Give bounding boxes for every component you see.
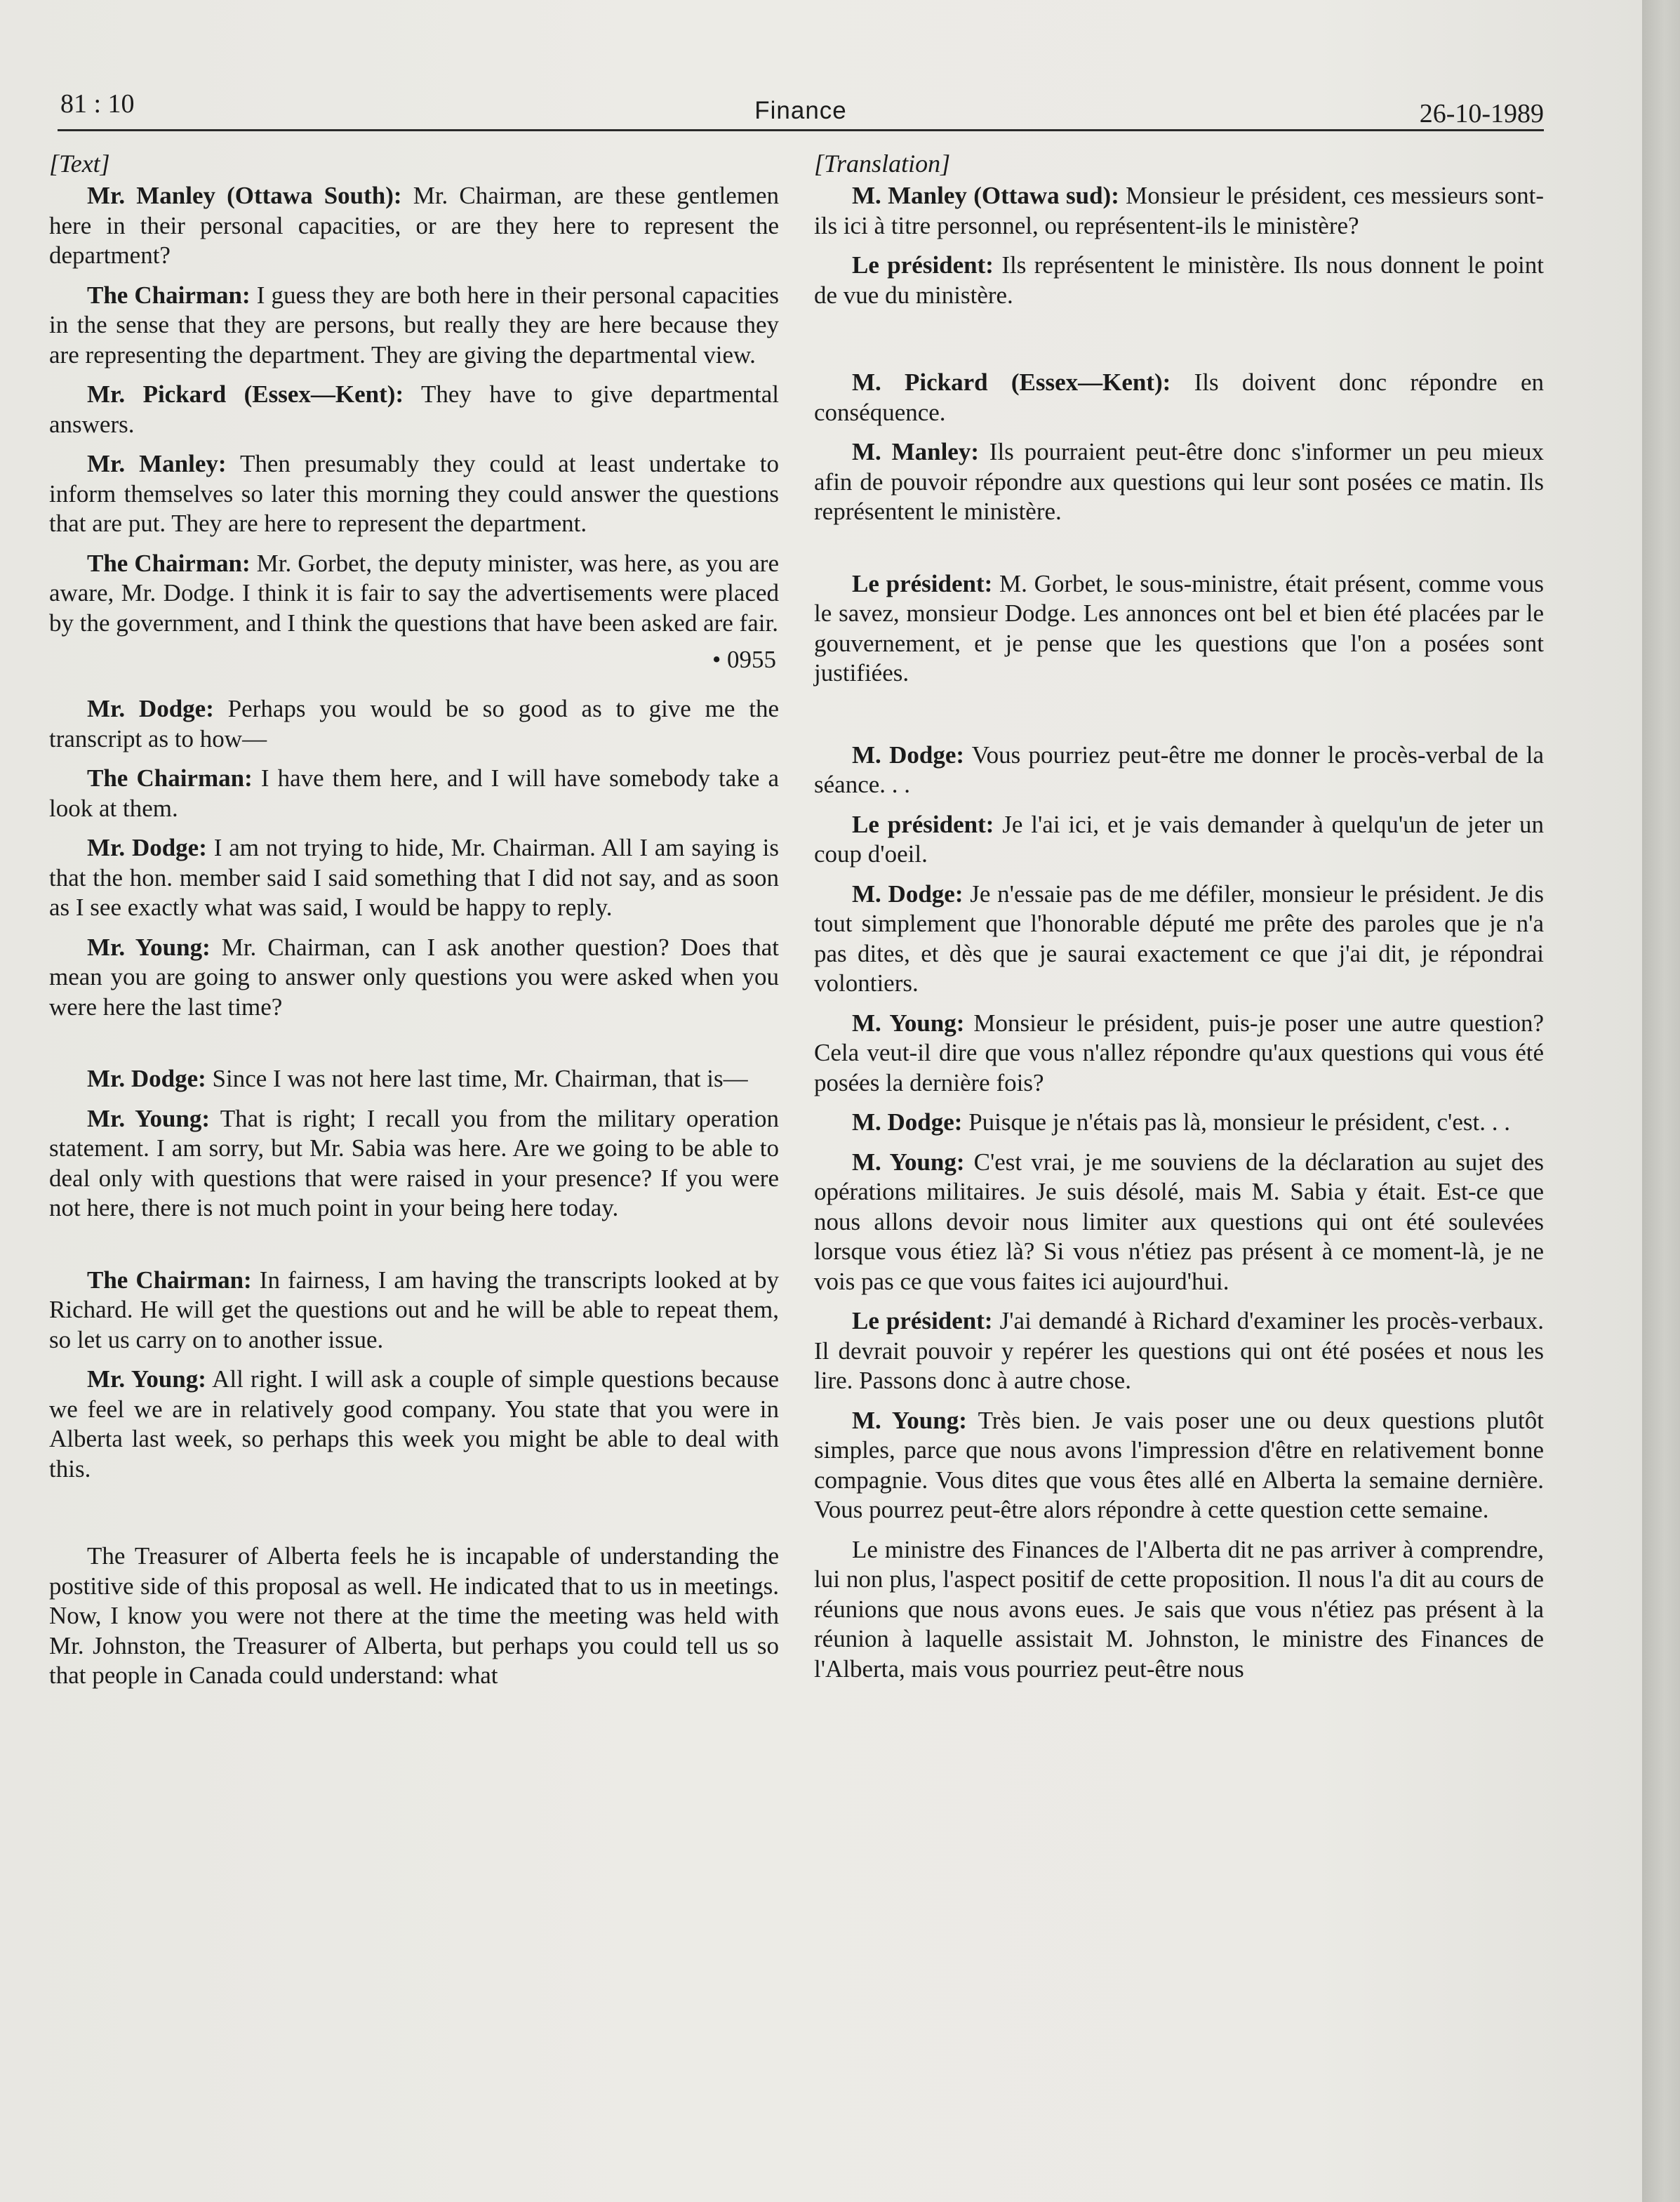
speaker-name: Mr. Young: <box>87 933 211 961</box>
french-column <box>814 149 1544 1684</box>
speaker-name: Mr. Dodge: <box>87 695 214 722</box>
speaker-name: M. Dodge: <box>852 741 965 769</box>
speech-text: I have them here, and I will have somebody take a look at them. <box>49 764 779 822</box>
speech-text: They have to give departmental answers. <box>49 380 779 438</box>
page-header <box>58 88 1544 128</box>
transcript-paragraph <box>814 1535 1544 1685</box>
speech-text: Ils représentent le ministère. Ils nous donnent le point de vue du ministère. <box>814 251 1544 309</box>
speaker-name: M. Young: <box>852 1148 965 1176</box>
speech-text: The Treasurer of Alberta feels he is incapable of understanding the postitive side of this proposal as well. He indicated that to us in meetings. Now, I know you were not there at the time the meeting was held with Mr. Johnston, the Treasurer of Alberta, but perhaps you could tell us so that people in Canada could understand: what <box>49 1542 779 1689</box>
transcript-paragraph <box>49 281 779 371</box>
speaker-name: M. Manley: <box>852 438 979 465</box>
speech-text: C'est vrai, je me souviens de la déclaration au sujet des opérations militaires. Je suis désolé, mais M. Sabia y était. Est-ce que nous allons devoir nous limiter aux questions qui ont été soulevées lorsque vous étiez là? Si vous n'étiez pas présent à ce moment-là, je ne vois pas ce que vous faites ici aujourd'hui. <box>814 1148 1545 1295</box>
page-number: 81 : 10 <box>60 89 135 119</box>
transcript-paragraph <box>49 181 779 271</box>
transcript-paragraph <box>49 833 779 923</box>
speech-text: In fairness, I am having the transcripts looked at by Richard. He will get the questions out and he will be able to repeat them, so let us carry on to another issue. <box>49 1266 779 1353</box>
transcript-paragraph <box>814 1009 1544 1099</box>
speaker-name: Le président: <box>852 810 994 838</box>
speech-text: Mr. Chairman, are these gentlemen here in their personal capacities, or are they here to represent the department? <box>49 182 779 269</box>
speech-text: M. Gorbet, le sous-ministre, était présent, comme vous le savez, monsieur Dodge. Les annonces ont bel et bien été placées par le gouvernement, et je pense que les questions que l'on a posées sont justifiées. <box>814 569 1544 687</box>
speech-text: Je n'essaie pas de me défiler, monsieur le président. Je dis tout simplement que l'honorable député me prête des paroles que je n'a pas dites, et dès que je saurai exactement ce que j'ai dit, je répondrai volontiers. <box>814 880 1545 997</box>
speech-text: J'ai demandé à Richard d'examiner les procès-verbaux. Il devrait pouvoir y repérer les questions qui ont été posées et nous les lire. Passons donc à autre chose. <box>814 1307 1544 1394</box>
transcript-paragraph <box>49 1104 779 1223</box>
speech-text: Vous pourriez peut-être me donner le procès-verbal de la séance. . . <box>814 741 1544 798</box>
speaker-name: M. Dodge: <box>852 880 964 908</box>
speaker-name: Mr. Young: <box>87 1104 211 1132</box>
transcript-paragraph <box>814 1306 1544 1396</box>
english-column <box>49 149 779 1691</box>
transcript-paragraph <box>49 933 779 1023</box>
speaker-name: M. Dodge: <box>852 1108 963 1136</box>
translation-marker: [Translation] <box>814 150 951 178</box>
transcript-paragraph <box>814 368 1544 427</box>
transcript-paragraph <box>814 569 1544 689</box>
speaker-name: The Chairman: <box>87 1266 252 1294</box>
speaker-name: The Chairman: <box>87 764 253 792</box>
speech-text: Très bien. Je vais poser une ou deux questions plutôt simples, parce que nous avons l'impression d'être en relativement bonne compagnie. Vous dites que vous êtes allé en Alberta la semaine dernière. Vous pourrez peut-être alors répondre à cette question cette semaine. <box>814 1406 1544 1523</box>
transcript-paragraph <box>49 1266 779 1355</box>
transcript-paragraph <box>49 1064 779 1094</box>
speech-text: Ils pourraient peut-être donc s'informer un peu mieux afin de pouvoir répondre aux questions qui leur sont posées ce matin. Ils représentent le ministère. <box>814 438 1544 525</box>
speech-text: I am not trying to hide, Mr. Chairman. All I am saying is that the hon. member said I said something that I did not say, and as soon as I see exactly what was said, I would be happy to reply. <box>49 834 779 921</box>
speaker-name: Le président: <box>852 1307 993 1334</box>
speech-text: Perhaps you would be so good as to give me the transcript as to how— <box>49 695 779 752</box>
time-stamp: • 0955 <box>712 646 776 673</box>
speaker-name: Le président: <box>852 251 994 279</box>
transcript-paragraph <box>49 1365 779 1484</box>
transcript-paragraph <box>814 1108 1544 1138</box>
transcript-paragraph <box>814 1148 1544 1297</box>
transcript-paragraph <box>49 1541 779 1691</box>
transcript-paragraph <box>814 880 1544 999</box>
page-edge-shadow <box>1642 0 1680 2202</box>
speaker-name: Mr. Manley (Ottawa South): <box>87 182 402 209</box>
speaker-name: The Chairman: <box>87 549 251 577</box>
speech-text: That is right; I recall you from the military operation statement. I am sorry, but Mr. Sabia was here. Are we going to be able to deal only with questions that were raised in your presence? If you were not here, there is not much point in your being here today. <box>49 1104 779 1221</box>
speaker-name: Mr. Pickard (Essex—Kent): <box>87 380 404 408</box>
speech-text: Mr. Gorbet, the deputy minister, was here, as you are aware, Mr. Dodge. I think it is fair to say the advertisements were placed by the government, and I think the questions that have been asked are fair. <box>49 549 779 637</box>
speech-text: Mr. Chairman, can I ask another question? Does that mean you are going to answer only questions you were asked when you were here the last time? <box>49 933 780 1021</box>
speaker-name: M. Pickard (Essex—Kent): <box>852 369 1171 396</box>
transcript-paragraph <box>49 549 779 639</box>
speaker-name: Mr. Young: <box>87 1365 206 1393</box>
transcript-paragraph <box>814 437 1544 527</box>
speaker-name: Le président: <box>852 569 993 597</box>
speaker-name: M. Young: <box>852 1406 967 1434</box>
transcript-paragraph <box>814 810 1544 870</box>
transcript-paragraph <box>49 449 779 539</box>
speaker-name: The Chairman: <box>87 281 251 309</box>
header-rule <box>58 129 1544 131</box>
speaker-name: M. Manley (Ottawa sud): <box>852 182 1119 209</box>
speech-text: Monsieur le président, puis-je poser une autre question? Cela veut-il dire que vous n'allez répondre qu'aux questions qui vous été posées la dernière fois? <box>814 1009 1544 1096</box>
speech-text: Monsieur le président, ces messieurs sont-ils ici à titre personnel, ou représentent-ils le ministère? <box>814 182 1544 239</box>
transcript-paragraph <box>814 251 1544 310</box>
speaker-name: Mr. Dodge: <box>87 834 207 861</box>
page-date: 26-10-1989 <box>1419 99 1544 128</box>
speech-text: Le ministre des Finances de l'Alberta dit ne pas arriver à comprendre, lui non plus, l'aspect positif de cette proposition. Il nous l'a dit au cours de réunions que nous avons eues. Je sais que vous n'étiez pas présent à la réunion à laquelle assistait M. Johnston, le ministre des Finances de l'Alberta, mais vous pourriez peut-être nous <box>814 1535 1544 1683</box>
transcript-paragraph <box>49 694 779 754</box>
committee-title: Finance <box>754 97 847 124</box>
speech-text: Since I was not here last time, Mr. Chairman, that is— <box>206 1065 748 1092</box>
transcript-paragraph <box>814 741 1544 800</box>
transcript-paragraph <box>49 764 779 823</box>
speaker-name: M. Young: <box>852 1009 965 1037</box>
transcript-paragraph <box>814 181 1544 241</box>
speaker-name: Mr. Manley: <box>87 450 227 477</box>
speech-text: Puisque je n'étais pas là, monsieur le président, c'est. . . <box>962 1108 1510 1136</box>
speech-text: Then presumably they could at least undertake to inform themselves so later this morning they could answer the questions that are put. They are here to represent the department. <box>49 450 779 537</box>
speaker-name: Mr. Dodge: <box>87 1065 206 1092</box>
transcript-paragraph <box>49 380 779 439</box>
speech-text: Ils doivent donc répondre en conséquence. <box>814 369 1544 426</box>
speech-text: All right. I will ask a couple of simple questions because we feel we are in relatively good company. You state that you were in Alberta last week, so perhaps this week you might be able to deal with this. <box>49 1365 779 1483</box>
transcript-paragraph <box>814 1406 1544 1525</box>
text-marker: [Text] <box>49 150 110 178</box>
speech-text: Je l'ai ici, et je vais demander à quelqu'un de jeter un coup d'oeil. <box>814 810 1544 868</box>
speech-text: I guess they are both here in their personal capacities in the sense that they are persons, but really they are here because they are representing the department. They are giving the departmental view. <box>49 281 780 369</box>
